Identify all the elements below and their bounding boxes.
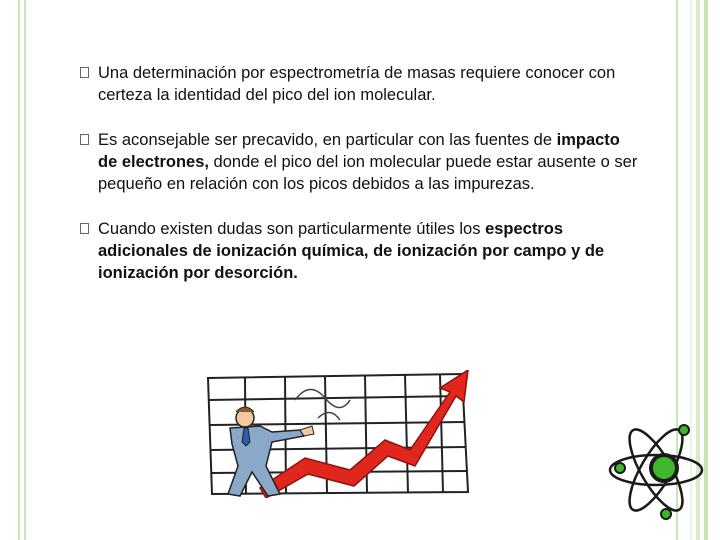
- bullet-text: Una determinación por espectrometría de masas requiere conocer con certeza la identidad del pico del ion molecular.: [98, 64, 616, 104]
- bullet-list: [80, 62, 640, 307]
- bullet-text: donde el pico del ion molecular puede estar ausente o ser pequeño en relación con los picos debidos a las impurezas.: [98, 153, 638, 193]
- bullet-text-bold: espectros adicionales de ionización química, de ionización por campo y de ionización por desorción.: [98, 220, 605, 282]
- bullet-marker: [80, 134, 89, 145]
- bullet-item-2: [80, 129, 640, 195]
- bullet-text: Es aconsejable ser precavido, en particular con las fuentes de: [98, 131, 557, 149]
- frame-line-left-inner: [24, 0, 26, 540]
- bullet-item-1: [80, 62, 640, 106]
- atom-icon: [606, 420, 706, 520]
- bullet-item-3: [80, 218, 640, 284]
- bullet-text-bold: impacto de electrones,: [98, 131, 620, 171]
- bullet-marker: [80, 67, 89, 78]
- bullet-text: Cuando existen dudas son particularmente útiles los: [98, 220, 486, 238]
- growth-chart-clipart: [200, 370, 475, 498]
- frame-line-left-outer: [18, 0, 20, 540]
- bullet-marker: [80, 223, 89, 234]
